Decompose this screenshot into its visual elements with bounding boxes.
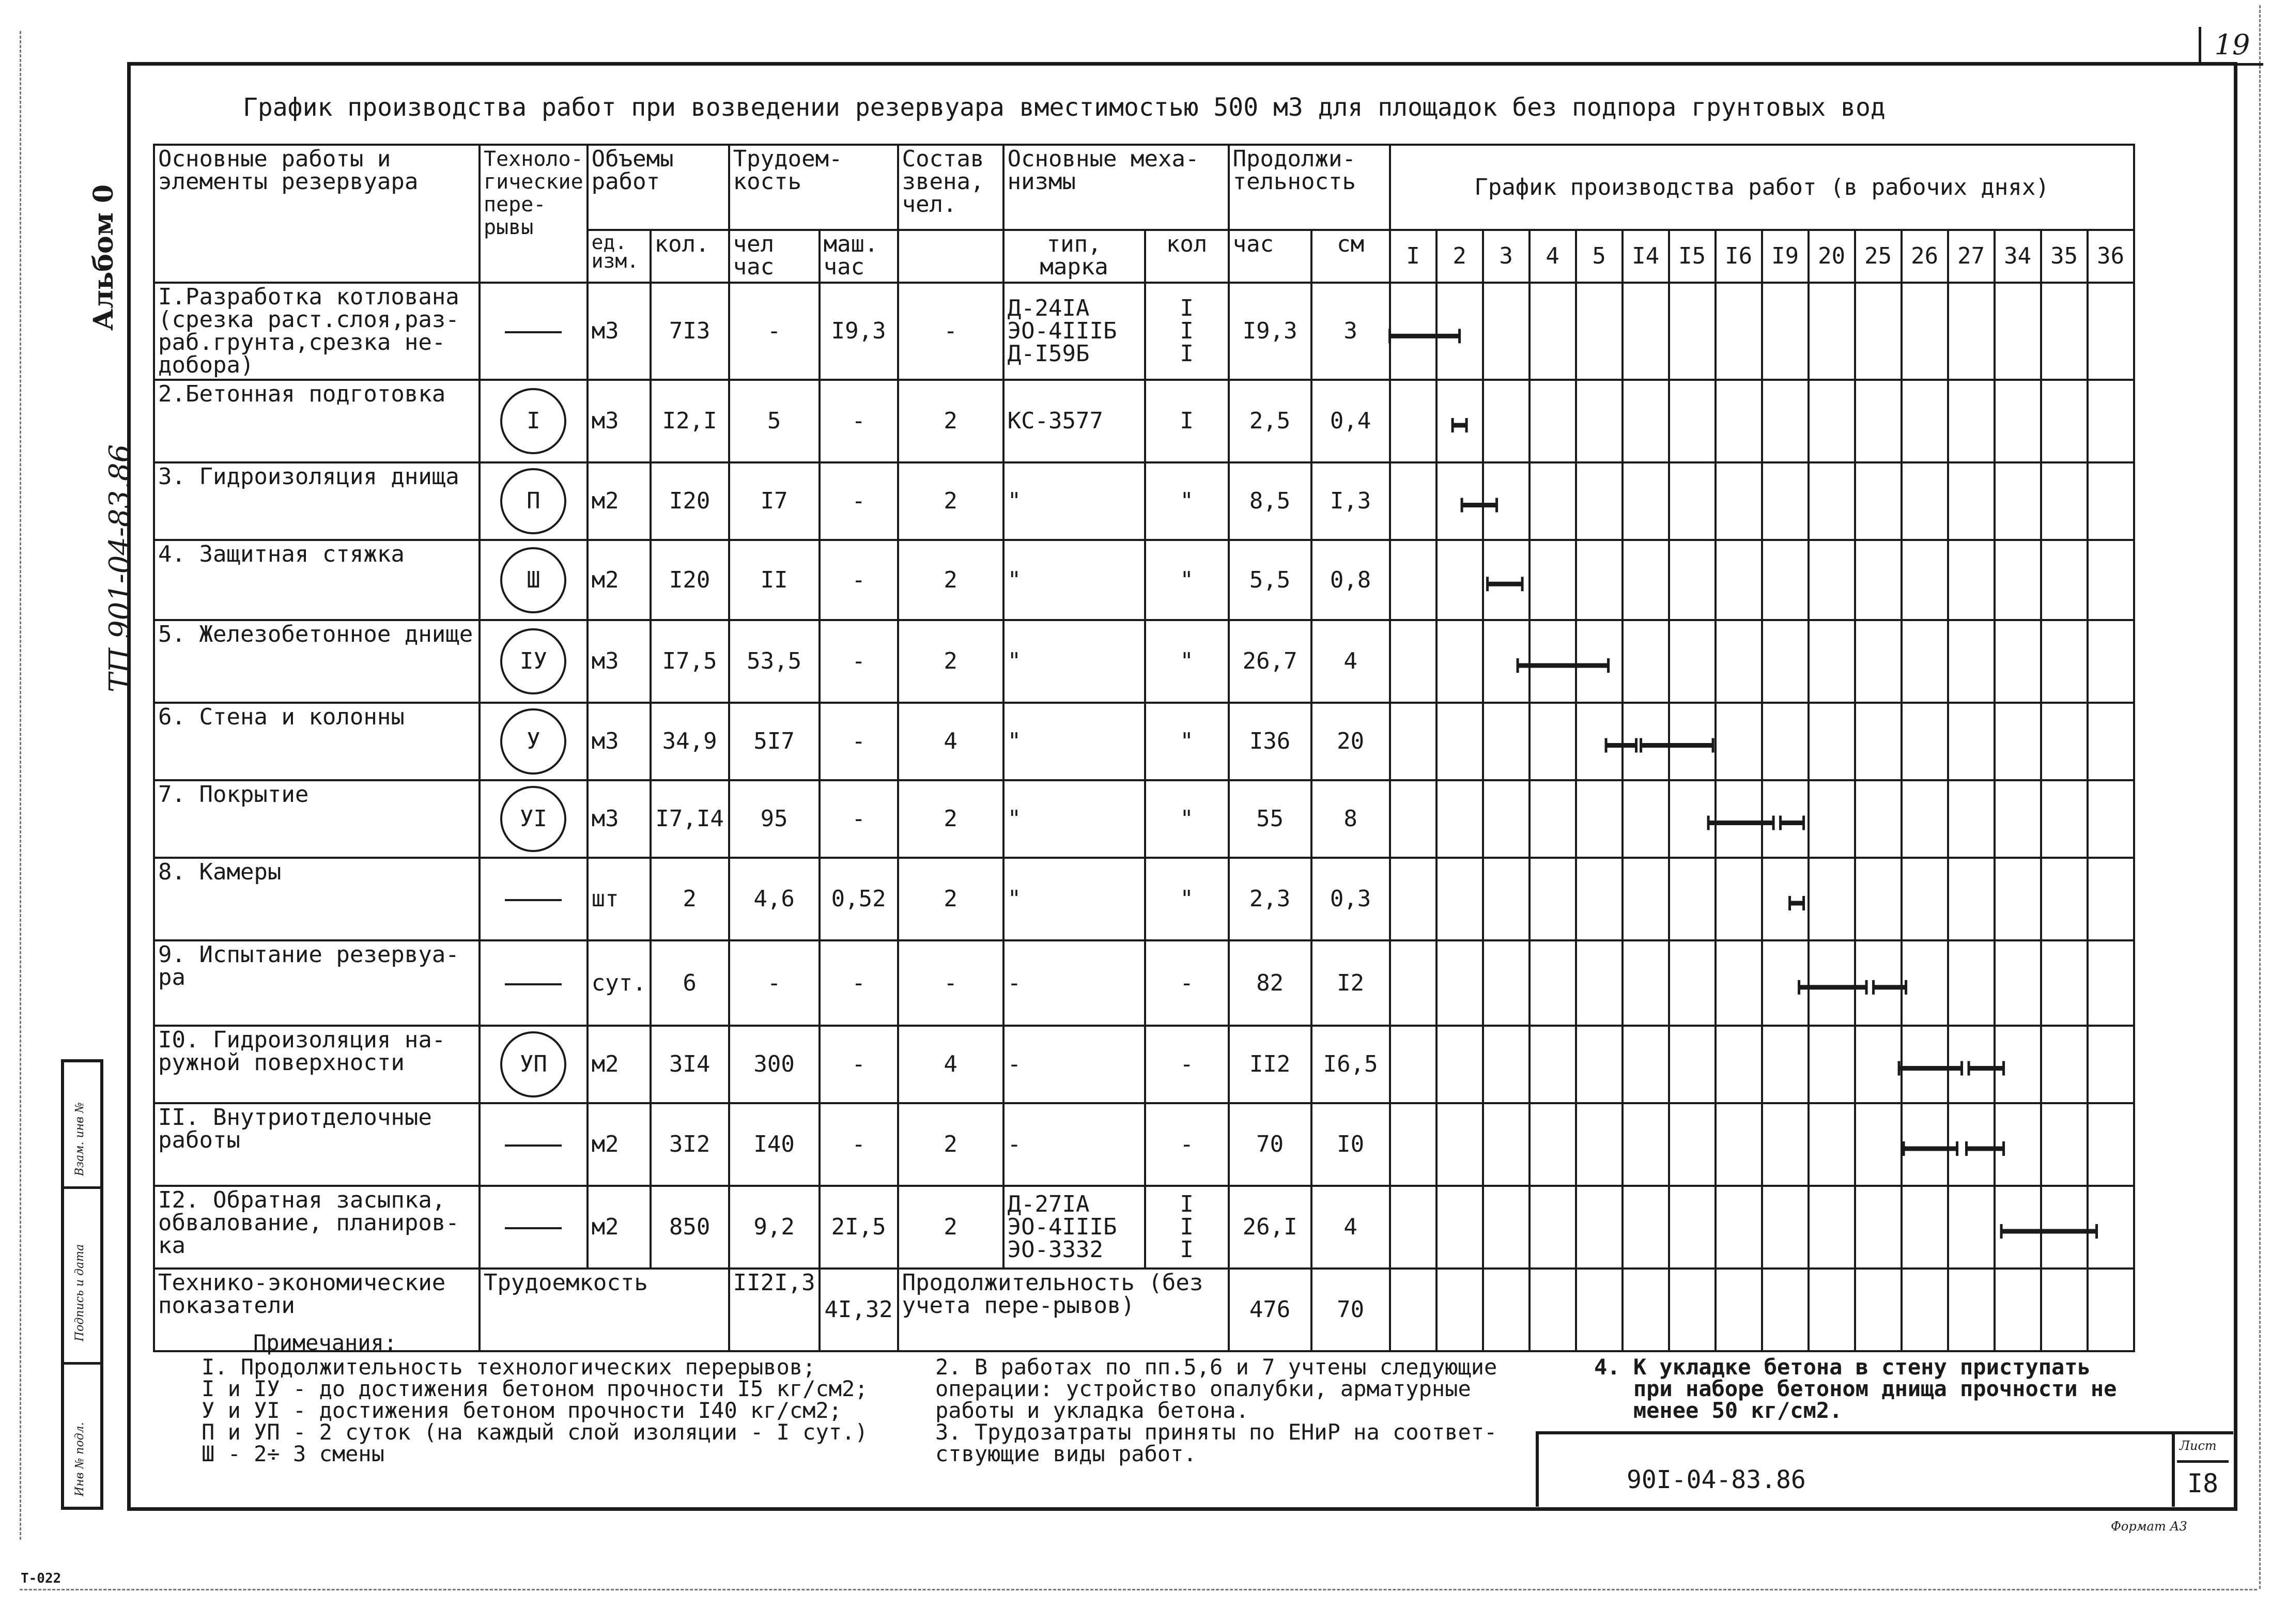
qty-cell-text: 3I2 [669, 1131, 710, 1157]
machine-count-cell-text: " [1180, 488, 1194, 514]
unit-cell-text: м3 [591, 806, 619, 832]
notes-col-3: 4. К укладке бетона в стену приступать при наборе бетоном днища прочности не менее 50 кг/см2. [1594, 1354, 2117, 1423]
header-qty: кол. [651, 230, 729, 283]
machine-count-cell-text: I I I [1180, 295, 1194, 367]
day-header-12: 27 [1948, 230, 1995, 283]
day-header-8: I9 [1762, 230, 1809, 283]
man-hours-cell-text: I40 [753, 1131, 795, 1157]
shifts-cell-text: 0,8 [1330, 566, 1371, 593]
unit-cell-text: м2 [591, 488, 619, 514]
machine-type-cell-text: - [1007, 969, 1022, 996]
hours-cell-text: 26,I [1242, 1214, 1297, 1240]
machine-type-cell-text: " [1007, 648, 1022, 674]
machine-type-cell-text: КС-3577 [1007, 408, 1104, 434]
machine-count-cell-text: " [1180, 648, 1194, 674]
shifts-cell-text: 3 [1343, 318, 1357, 344]
day-header-1: 2 [1436, 230, 1483, 283]
machine-type-cell-text: - [1007, 1051, 1022, 1077]
machine-type-cell-text: " [1007, 886, 1022, 912]
crew-cell-text: 2 [944, 806, 957, 832]
machine-count-cell-text: - [1180, 1051, 1194, 1077]
day-header-11: 26 [1902, 230, 1948, 283]
machine-type-cell-text: Д-27IА ЭО-4IIIБ ЭО-3332 [1007, 1191, 1117, 1263]
unit-cell-text: сут. [591, 969, 646, 996]
break-circle: Ш [500, 547, 566, 613]
machine-count-cell-text: " [1180, 728, 1194, 754]
mach-hours-cell-text: I9,3 [831, 318, 886, 344]
hours-cell-text: 55 [1256, 806, 1284, 832]
man-hours-cell-text: 300 [753, 1051, 795, 1077]
work-cell-text: 6. Стена и колонны [158, 704, 405, 730]
summary-duration-label-text: Продолжительность (без учета пере-рывов) [902, 1270, 1203, 1319]
shifts-cell-text: I2 [1337, 969, 1365, 996]
notes-col-2: 2. В работах по пп.5,6 и 7 учтены следующие операции: устройство опалубки, арматурные работы и укладка бетона. 3. Трудозатраты приняты по ЕНиР на соответ- ствующие виды работ. [935, 1354, 1497, 1466]
hours-cell-text: I36 [1249, 728, 1291, 754]
side-stamp-label-1: Взам. инв № [73, 1102, 86, 1176]
header-duration: Продолжи-тельность [1229, 145, 1390, 230]
unit-cell-text: м3 [591, 728, 619, 754]
shifts-cell-text: 8 [1343, 806, 1357, 832]
work-cell-text: 7. Покрытие [158, 781, 309, 808]
day-header-10: 25 [1855, 230, 1902, 283]
day-header-9: 20 [1809, 230, 1855, 283]
man-hours-cell-text: 9,2 [753, 1214, 795, 1240]
work-cell-text: 5. Железобетонное днище [158, 621, 473, 647]
machine-count-cell-text: " [1180, 566, 1194, 593]
mach-hours-cell-text: - [852, 728, 866, 754]
break-circle: IУ [500, 628, 566, 694]
qty-cell-text: I7,5 [662, 648, 717, 674]
header-hours: час [1229, 230, 1311, 283]
mach-hours-cell-text: - [852, 408, 866, 434]
hours-cell-text: 8,5 [1249, 488, 1291, 514]
crew-cell-text: 2 [944, 886, 957, 912]
day-header-4: 5 [1576, 230, 1623, 283]
qty-cell-text: 3I4 [669, 1051, 710, 1077]
header-work: Основные работы и элементы резервуара [154, 145, 480, 283]
hours-cell-text: 82 [1256, 969, 1284, 996]
day-header-15: 36 [2088, 230, 2134, 283]
notes-col-1: I. Продолжительность технологических перерывов; I и IУ - до достижения бетоном прочности I5 кг/см2; У и УI - достижения бетоном прочности I40 кг/см2; П и УП - 2 суток (на каждый слой изоляции - I сут.) Ш - 2÷ 3 смены [202, 1354, 868, 1466]
format-label: Формат А3 [2111, 1519, 2187, 1534]
qty-cell-text: 850 [669, 1214, 710, 1240]
day-header-7: I6 [1716, 230, 1762, 283]
project-code-label: ТП 901-04-83.86 [103, 444, 137, 692]
header-unit: ед. изм. [588, 230, 651, 283]
shifts-cell-text: 4 [1343, 648, 1357, 674]
page-title: График производства работ при возведении резервуара вместимостью 500 м3 для площадок без подпора грунтовых вод [243, 93, 1886, 122]
sheet-number: 19 [2199, 27, 2263, 66]
qty-cell-text: I20 [669, 566, 710, 593]
break-circle: П [500, 468, 566, 534]
qty-cell-text: 2 [683, 886, 697, 912]
header-count: кол [1145, 230, 1229, 283]
day-header-14: 35 [2041, 230, 2088, 283]
machine-type-cell-text: " [1007, 488, 1022, 514]
crew-cell-text: 2 [944, 648, 957, 674]
qty-cell-text: I7,I4 [655, 806, 724, 832]
corner-code: Т-022 [21, 1571, 61, 1586]
side-stamp-label-3: Инв № подл. [73, 1422, 86, 1496]
day-header-13: 34 [1995, 230, 2041, 283]
shifts-cell-text: 0,3 [1330, 886, 1371, 912]
break-circle: I [500, 388, 566, 454]
mach-hours-cell-text: - [852, 566, 866, 593]
break-circle: УП [500, 1031, 566, 1097]
album-label: Альбом 0 [88, 184, 119, 331]
mach-hours-cell-text: - [852, 806, 866, 832]
work-cell-text: II. Внутриотделочные работы [158, 1104, 432, 1153]
hours-cell-text: 5,5 [1249, 566, 1291, 593]
hours-cell-text: I9,3 [1242, 318, 1297, 344]
break-circle: У [500, 708, 566, 775]
man-hours-cell-text: I7 [760, 488, 788, 514]
mach-hours-cell-text: - [852, 1051, 866, 1077]
summary-shifts-text: 70 [1337, 1296, 1365, 1323]
man-hours-cell-text: - [767, 969, 781, 996]
header-schedule: График производства работ (в рабочих днях) [1390, 145, 2134, 230]
summary-label-text: Технико-экономические показатели [158, 1270, 446, 1319]
machine-count-cell-text: I I I [1180, 1191, 1194, 1263]
day-header-0: I [1390, 230, 1436, 283]
hours-cell-text: 2,5 [1249, 408, 1291, 434]
work-cell-text: 8. Камеры [158, 859, 282, 885]
qty-cell-text: I2,I [662, 408, 717, 434]
work-cell-text: 3. Гидроизоляция днища [158, 463, 459, 490]
header-shifts: см [1311, 230, 1390, 283]
day-header-5: I4 [1623, 230, 1669, 283]
unit-cell-text: м3 [591, 408, 619, 434]
work-cell-text: I.Разработка котлована (срезка раст.слоя,раз-раб.грунта,срезка не-добора) [158, 284, 459, 378]
mach-hours-cell-text: 2I,5 [831, 1214, 886, 1240]
crew-cell-text: 4 [944, 1051, 957, 1077]
unit-cell-text: шт [591, 886, 619, 912]
qty-cell-text: I20 [669, 488, 710, 514]
hours-cell-text: 2,3 [1249, 886, 1291, 912]
unit-cell-text: м3 [591, 318, 619, 344]
mach-hours-cell-text: - [852, 648, 866, 674]
machine-type-cell-text: - [1007, 1131, 1022, 1157]
machine-type-cell-text: Д-24IА ЭО-4IIIБ Д-I59Б [1007, 295, 1117, 367]
machine-count-cell-text: " [1180, 886, 1194, 912]
hours-cell-text: 70 [1256, 1131, 1284, 1157]
shifts-cell-text: 20 [1337, 728, 1365, 754]
crew-cell-text: 2 [944, 566, 957, 593]
machine-type-cell-text: " [1007, 806, 1022, 832]
machine-count-cell-text: - [1180, 969, 1194, 996]
machine-type-cell-text: " [1007, 566, 1022, 593]
summary-labor-mach-text: 4I,32 [824, 1296, 893, 1323]
unit-cell-text: м2 [591, 566, 619, 593]
crew-cell-text: - [944, 969, 957, 996]
work-cell-text: I2. Обратная засыпка, обвалование, планиров-ка [158, 1187, 459, 1259]
shifts-cell-text: 4 [1343, 1214, 1357, 1240]
work-cell-text: 4. Защитная стяжка [158, 541, 405, 567]
stamp-sheet-label: Лист [2180, 1439, 2217, 1453]
man-hours-cell-text: II [760, 566, 788, 593]
mach-hours-cell-text: - [852, 488, 866, 514]
summary-labor-man-text: II2I,3 [733, 1270, 815, 1296]
stamp-code: 90I-04-83.86 [1627, 1465, 1806, 1494]
man-hours-cell-text: 95 [760, 806, 788, 832]
side-stamp-label-2: Подпись и дата [73, 1244, 86, 1341]
machine-count-cell-text: - [1180, 1131, 1194, 1157]
break-circle: УI [500, 786, 566, 852]
shifts-cell-text: I,3 [1330, 488, 1371, 514]
man-hours-cell-text: 53,5 [747, 648, 802, 674]
hours-cell-text: II2 [1249, 1051, 1291, 1077]
summary-labor-label-text: Трудоемкость [484, 1270, 648, 1296]
unit-cell-text: м2 [591, 1051, 619, 1077]
machine-type-cell-text: " [1007, 728, 1022, 754]
mach-hours-cell-text: 0,52 [831, 886, 886, 912]
header-man-hours: чел час [729, 230, 820, 283]
stamp-sheet-number: I8 [2177, 1460, 2229, 1504]
header-volumes: Объемы работ [588, 145, 729, 230]
hours-cell-text: 26,7 [1242, 648, 1297, 674]
day-header-6: I5 [1669, 230, 1716, 283]
summary-hours-text: 476 [1249, 1296, 1291, 1323]
unit-cell-text: м3 [591, 648, 619, 674]
qty-cell-text: 7I3 [669, 318, 710, 344]
header-labor: Трудоем-кость [729, 145, 898, 230]
crew-cell-text: - [944, 318, 957, 344]
crew-cell-text: 4 [944, 728, 957, 754]
machine-count-cell-text: I [1180, 408, 1194, 434]
man-hours-cell-text: - [767, 318, 781, 344]
crew-cell-text: 2 [944, 1131, 957, 1157]
shifts-cell-text: I6,5 [1323, 1051, 1378, 1077]
work-cell-text: 9. Испытание резервуа-ра [158, 941, 459, 991]
man-hours-cell-text: 4,6 [753, 886, 795, 912]
mach-hours-cell-text: - [852, 969, 866, 996]
crew-cell-text: 2 [944, 488, 957, 514]
day-header-2: 3 [1483, 230, 1530, 283]
title-block [1536, 1431, 2233, 1507]
crew-cell-text: 2 [944, 408, 957, 434]
qty-cell-text: 34,9 [662, 728, 717, 754]
header-machines: Основные меха-низмы [1003, 145, 1229, 230]
shifts-cell-text: I0 [1337, 1131, 1365, 1157]
qty-cell-text: 6 [683, 969, 697, 996]
unit-cell-text: м2 [591, 1214, 619, 1240]
man-hours-cell-text: 5I7 [753, 728, 795, 754]
man-hours-cell-text: 5 [767, 408, 781, 434]
crew-cell-text: 2 [944, 1214, 957, 1240]
header-breaks: Техноло-гические пере-рывы [480, 145, 588, 283]
work-cell-text: I0. Гидроизоляция на-ружной поверхности [158, 1027, 446, 1076]
mach-hours-cell-text: - [852, 1131, 866, 1157]
shifts-cell-text: 0,4 [1330, 408, 1371, 434]
day-header-3: 4 [1530, 230, 1576, 283]
notes-heading: Примечания: [253, 1330, 397, 1355]
unit-cell-text: м2 [591, 1131, 619, 1157]
header-mach-hours: маш. час [820, 230, 898, 283]
header-crew: Состав звена, чел. [898, 145, 1003, 230]
machine-count-cell-text: " [1180, 806, 1194, 832]
work-cell-text: 2.Бетонная подготовка [158, 381, 446, 407]
header-type: тип, марка [1003, 230, 1145, 283]
